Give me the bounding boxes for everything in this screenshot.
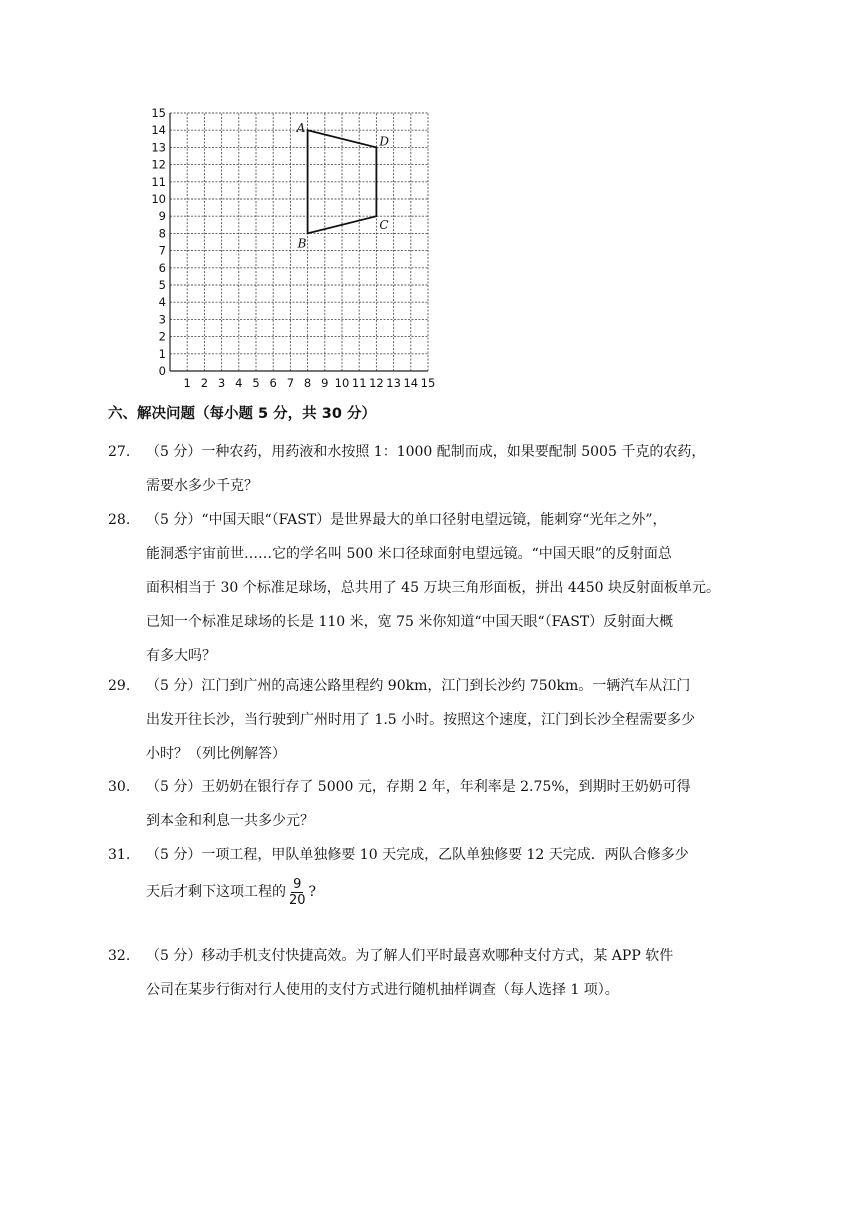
x-tick-label: 13 <box>386 376 401 390</box>
problem-text: 需要水多少千克？ <box>146 478 258 494</box>
problem-text: 能洞悉宇宙前世……它的学名叫 500 米口径球面射电望远镜。“中国天眼”的反射面总 <box>146 546 672 562</box>
problem-text: 小时？（列比例解答） <box>146 746 286 762</box>
y-tick-label: 15 <box>151 106 166 120</box>
vertex-label-d: D <box>379 134 390 149</box>
x-tick-label: 6 <box>269 376 277 390</box>
problem-text: 面积相当于 30 个标准足球场，总共用了 45 万块三角形面板，拼出 4450 块反射面板单元。 <box>146 580 720 596</box>
y-tick-label: 9 <box>158 209 166 224</box>
x-tick-label: 7 <box>286 376 295 390</box>
y-tick-label: 8 <box>158 226 166 241</box>
x-tick-label: 5 <box>252 376 260 390</box>
problem-text: （5 分）一项工程，甲队单独修要 10 天完成，乙队单独修要 12 天完成．两队合修多少 <box>146 847 689 863</box>
x-tick-label: 10 <box>334 376 350 390</box>
fraction <box>287 877 308 908</box>
y-tick-label: 5 <box>158 278 166 292</box>
vertex-label-a: A <box>296 121 306 136</box>
problem-number: 28. <box>108 512 131 528</box>
problem-text: （5 分）“中国天眼“（FAST）是世界最大的单口径射电望远镜，能刺穿“光年之外”， <box>146 512 667 528</box>
x-tick-label: 1 <box>183 376 191 390</box>
section-heading: 六、解决问题（每小题 5 分，共 30 分） <box>108 406 376 422</box>
x-tick-label: 4 <box>235 376 243 390</box>
problem-text: 公司在某步行街对行人使用的支付方式进行随机抽样调查（每人选择 1 项）。 <box>146 982 619 998</box>
problem-text: （5 分）一种农药，用药液和水按照 1：1000 配制而成，如果要配制 5005 千克的农药， <box>146 444 706 460</box>
problem-text-with-fraction <box>108 872 738 912</box>
problem-text: （5 分）王奶奶在银行存了 5000 元，存期 2 年，年利率是 2.75%，到期时王奶奶可得 <box>146 779 691 795</box>
x-tick-label: 15 <box>420 376 436 390</box>
x-tick-label: 14 <box>403 376 419 390</box>
x-tick-label: 12 <box>369 376 384 390</box>
y-tick-label: 12 <box>151 157 166 172</box>
grid-svg <box>148 104 448 396</box>
y-tick-label: 6 <box>158 260 166 275</box>
x-tick-label: 2 <box>200 376 209 390</box>
x-tick-label: 8 <box>303 376 312 390</box>
problem-number: 32. <box>108 948 131 964</box>
problem-31 <box>108 838 738 912</box>
x-tick-label: 11 <box>351 376 367 390</box>
problem-30 <box>108 770 738 838</box>
fraction-numerator: 9 <box>293 876 302 892</box>
problem-text: 有多大吗？ <box>146 648 216 664</box>
y-tick-label: 4 <box>158 295 166 310</box>
y-tick-label: 1 <box>158 346 166 361</box>
problem-text: 天后才剩下这项工程的 <box>146 884 286 900</box>
x-tick-label: 3 <box>217 376 226 390</box>
fraction-denominator: 20 <box>289 892 306 908</box>
problem-text: （5 分）移动手机支付快捷高效。为了解人们平时最喜欢哪种支付方式，某 APP 软件 <box>146 948 674 964</box>
vertex-label-b: B <box>297 236 307 251</box>
y-tick-label: 14 <box>151 123 166 138</box>
problem-32 <box>108 939 738 1007</box>
vertex-label-c: C <box>379 218 389 233</box>
y-tick-label: 0 <box>158 364 166 378</box>
problem-text: 到本金和利息一共多少元？ <box>146 813 314 829</box>
problem-text: （5 分）江门到广州的高速公路里程约 90km，江门到长沙约 750km。一辆汽车从江门 <box>146 678 691 694</box>
x-tick-label: 9 <box>321 376 329 390</box>
y-tick-label: 2 <box>158 329 166 344</box>
problem-text: ? <box>308 884 317 900</box>
problem-number: 31. <box>108 847 131 863</box>
y-tick-label: 3 <box>158 312 166 327</box>
y-tick-label: 13 <box>151 140 166 155</box>
problem-27 <box>108 435 738 503</box>
problem-number: 30. <box>108 779 131 795</box>
problem-text: 已知一个标准足球场的长是 110 米，宽 75 米你知道“中国天眼“（FAST）反射面大概 <box>146 614 674 630</box>
problem-28 <box>108 503 738 673</box>
problem-text: 出发开往长沙，当行驶到广州时用了 1.5 小时。按照这个速度，江门到长沙全程需要多少 <box>146 712 696 728</box>
problem-number: 29. <box>108 678 131 694</box>
problem-29 <box>108 669 738 771</box>
y-tick-label: 10 <box>151 192 166 206</box>
y-tick-label: 11 <box>151 174 166 189</box>
coordinate-grid-figure <box>148 104 448 396</box>
problem-number: 27. <box>108 444 131 460</box>
y-tick-label: 7 <box>158 243 166 258</box>
